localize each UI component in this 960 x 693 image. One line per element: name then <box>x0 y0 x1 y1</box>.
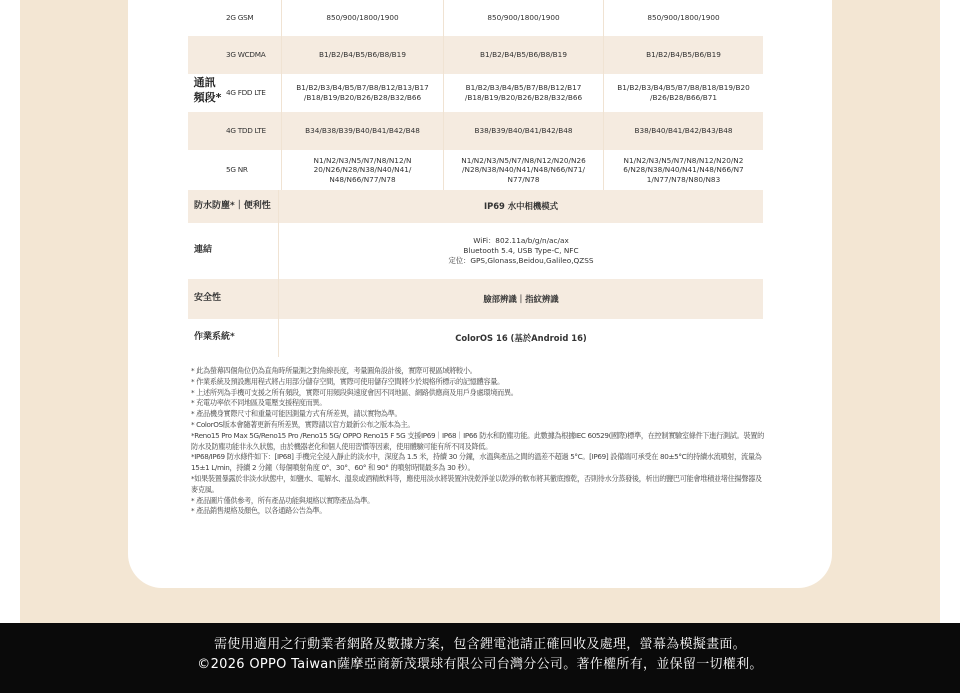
table-row <box>188 190 763 223</box>
table-row <box>188 150 763 190</box>
table-cell: B38/B39/B40/B41/B42/B48 <box>443 112 603 150</box>
band-label: 4G FDD LTE <box>226 88 266 98</box>
footnote: *如果裝置暴露於非淡水狀態中，如鹽水、電解水、溫泉或酒精飲料等，應使用淡水將裝置沖洗乾淨並以乾淨的軟布將其徹底擦乾，否則待水分蒸發後，析出的鹽巴可能會堆積並堵住揚聲器及麥克風。 <box>191 473 762 494</box>
table-row <box>188 279 763 319</box>
footnote: * 產品銷售規格及顏色，以各通路公告為準。 <box>191 506 327 516</box>
category-label: 作業系統* <box>194 332 235 343</box>
band-label: 5G NR <box>226 165 248 175</box>
footnote: * ColorOS版本會隨著更新有所差異，實際請以官方最新公布之版本為主。 <box>191 419 415 429</box>
table-row <box>188 36 763 74</box>
footer-copyright: ©2026 OPPO Taiwan薩摩亞商新茂環球有限公司台灣分公司。著作權所有，並保留一切權利。 <box>197 657 763 672</box>
category-label: 連結 <box>194 245 213 256</box>
footnote: *IP68/IP69 防水條件如下：[IP68] 手機完全浸入靜止的淡水中，深度為 1.5 米，持續 30 分鐘，水溫與產品之間的溫差不超過 5°C。[IP69] 設備端可承受在 80±5°C的持續水流噴射，流量為 15±1 L/min，持續 2 分鐘（每個噴射角度 0°、30°、60° 和 90° 的噴射時間最多為 30 秒）。 <box>191 452 762 473</box>
table-row <box>188 223 763 279</box>
table-row <box>188 319 763 357</box>
table-cell: 850/900/1800/1900 <box>281 0 443 36</box>
table-cell: B1/B2/B4/B5/B6/B8/B19 <box>281 36 443 74</box>
footnote: * 充電功率依不同地區及電壓支援程度而異。 <box>191 398 327 408</box>
site-footer <box>0 623 960 693</box>
table-cell: N1/N2/N3/N5/N7/N8/N12/N 20/N26/N28/N38/N40/N41/ N48/N66/N77/N78 <box>281 150 443 190</box>
table-cell: B1/B2/B3/B4/B5/B7/B8/B18/B19/B20 /B26/B28/B66/B71 <box>603 74 763 112</box>
table-cell: N1/N2/N3/N5/N7/N8/N12/N20/N26 /N28/N38/N40/N41/N48/N66/N71/ N77/N78 <box>443 150 603 190</box>
table-row <box>188 74 763 112</box>
category-value: WiFi：802.11a/b/g/n/ac/ax Bluetooth 5.4, USB Type-C, NFC 定位：GPS,Glonass,Beidou,Galileo,QZSS <box>278 223 763 279</box>
category-label: 防水防塵*｜便利性 <box>194 200 271 211</box>
category-value: 臉部辨識｜指紋辨識 <box>278 279 763 319</box>
table-cell: B1/B2/B4/B5/B6/B19 <box>603 36 763 74</box>
table-cell: B38/B40/B41/B42/B43/B48 <box>603 112 763 150</box>
spec-table <box>188 0 763 357</box>
table-row <box>188 0 763 36</box>
band-label: 3G WCDMA <box>226 50 266 60</box>
footnotes <box>191 366 766 517</box>
category-value: ColorOS 16 (基於Android 16) <box>278 319 763 357</box>
table-cell: B1/B2/B3/B4/B5/B7/B8/B12/B13/B17 /B18/B19/B20/B26/B28/B32/B66 <box>281 74 443 112</box>
footnote: * 產品圖片僅供參考，所有產品功能與規格以實際產品為準。 <box>191 495 374 505</box>
table-cell: N1/N2/N3/N5/N7/N8/N12/N20/N2 6/N28/N38/N40/N41/N48/N66/N7 1/N77/N78/N80/N83 <box>603 150 763 190</box>
footnote: * 上述所列為手機可支援之所有頻段，實際可用頻段與速度會因不同地區、網路供應商及用戶身處環境而異。 <box>191 387 518 397</box>
table-cell: B1/B2/B4/B5/B6/B8/B19 <box>443 36 603 74</box>
table-cell: 850/900/1800/1900 <box>443 0 603 36</box>
table-cell: 850/900/1800/1900 <box>603 0 763 36</box>
table-cell: B1/B2/B3/B4/B5/B7/B8/B12/B17 /B18/B19/B20/B26/B28/B32/B66 <box>443 74 603 112</box>
band-label: 2G GSM <box>226 13 254 23</box>
footnote: * 作業系統及預設應用程式將占用部分儲存空間，實際可使用儲存空間將少於規格所標示的記憶體容量。 <box>191 376 504 386</box>
category-label: 安全性 <box>194 293 222 304</box>
table-row <box>188 112 763 150</box>
table-cell: B34/B38/B39/B40/B41/B42/B48 <box>281 112 443 150</box>
band-label: 4G TDD LTE <box>226 126 266 136</box>
band-group-label: 通訊 頻段* <box>193 76 222 104</box>
footnote: * 此為螢幕四個角位仍為直角時所量測之對角線長度，考量圓角設計後，實際可視區域將較小。 <box>191 366 477 375</box>
category-value: IP69 水中相機模式 <box>278 190 763 223</box>
footnote: *Reno15 Pro Max 5G/Reno15 Pro /Reno15 5G/ OPPO Reno15 F 5G 支援IP69｜IP68｜IP66 防水和防塵功能。此數據為根據IEC 60529(國際)標準，在控制實驗室條件下進行測試。裝置的防水及防塵功能非永久狀態，由於機器老化和個人使用習慣等因素，使用體驗可能有所不同及降低。 <box>191 430 764 451</box>
footer-disclaimer: 需使用適用之行動業者網路及數據方案，包含鋰電池請正確回收及處理，螢幕為模擬畫面。 <box>213 637 746 652</box>
footnote: * 產品機身實際尺寸和重量可能因測量方式有所差異，請以實物為準。 <box>191 409 402 419</box>
